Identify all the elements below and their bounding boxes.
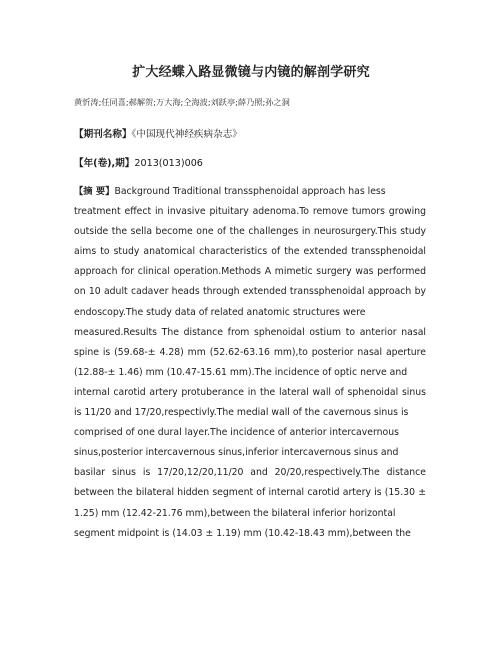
abstract-line: 【摘 要】Background Traditional transsphenoidal approach has less [74, 186, 386, 197]
abstract-line: between the bilateral hidden segment of internal carotid artery is (15.30 ± [74, 487, 426, 499]
abstract-line: endoscopy.The study data of related anatomic structures were [74, 306, 366, 318]
abstract-line: treatment effect in invasive pituitary adenoma.To remove tumors growing [74, 206, 426, 218]
abstract-line: aims to study anatomical characteristics of the extended transsphenoidal [74, 246, 426, 258]
abstract-line: measured.Results The distance from sphenoidal ostium to anterior nasal [74, 326, 426, 338]
abstract-line: on 10 adult cadaver heads through extended transsphenoidal approach by [74, 286, 426, 298]
abstract-line: (12.88-± 1.46) mm (10.47-15.61 mm).The incidence of optic nerve and [74, 366, 408, 378]
abstract-line: comprised of one dural layer.The incidence of anterior intercavernous [74, 427, 399, 439]
abstract-line: segment midpoint is (14.03 ± 1.19) mm (10.42-18.43 mm),between the [74, 527, 411, 539]
abstract-line: sinus,posterior intercavernous sinus,inferior intercavernous sinus and [74, 447, 399, 459]
author-list: 黄忻涛;任同喜;郝解贺;万大海;仝海波;刘跃亭;薛乃照;孙之洞 [74, 97, 290, 107]
abstract-line: approach for clinical operation.Methods A mimetic surgery was performed [74, 266, 426, 278]
journal-row [74, 126, 242, 140]
abstract-line: outside the sella become one of the challenges in neurosurgery.This study [74, 226, 426, 238]
document-title: 扩大经蝶入路显微镜与内镜的解剖学研究 [132, 65, 370, 80]
year-issue-row [74, 155, 203, 169]
year-issue-label: 【年(卷),期】 [74, 158, 135, 169]
abstract-line: spine is (59.68-± 4.28) mm (52.62-63.16 mm),to posterior nasal aperture [74, 346, 426, 358]
abstract-label: 【摘 要】 [74, 186, 115, 197]
journal-value: 《中国现代神经疾病杂志》 [131, 129, 242, 140]
abstract-line: internal carotid artery protuberance in the lateral wall of sphenoidal sinus [74, 386, 426, 398]
abstract-block [74, 182, 426, 544]
journal-label: 【期刊名称】 [74, 129, 132, 140]
abstract-line: is 11/20 and 17/20,respectivly.The medial wall of the cavernous sinus is [74, 407, 409, 419]
year-issue-value: 2013(013)006 [134, 158, 203, 169]
abstract-line: basilar sinus is 17/20,12/20,11/20 and 20/20,respectively.The distance [74, 467, 426, 479]
abstract-line: 1.25) mm (12.42-21.76 mm),between the bilateral inferior horizontal [74, 507, 396, 519]
